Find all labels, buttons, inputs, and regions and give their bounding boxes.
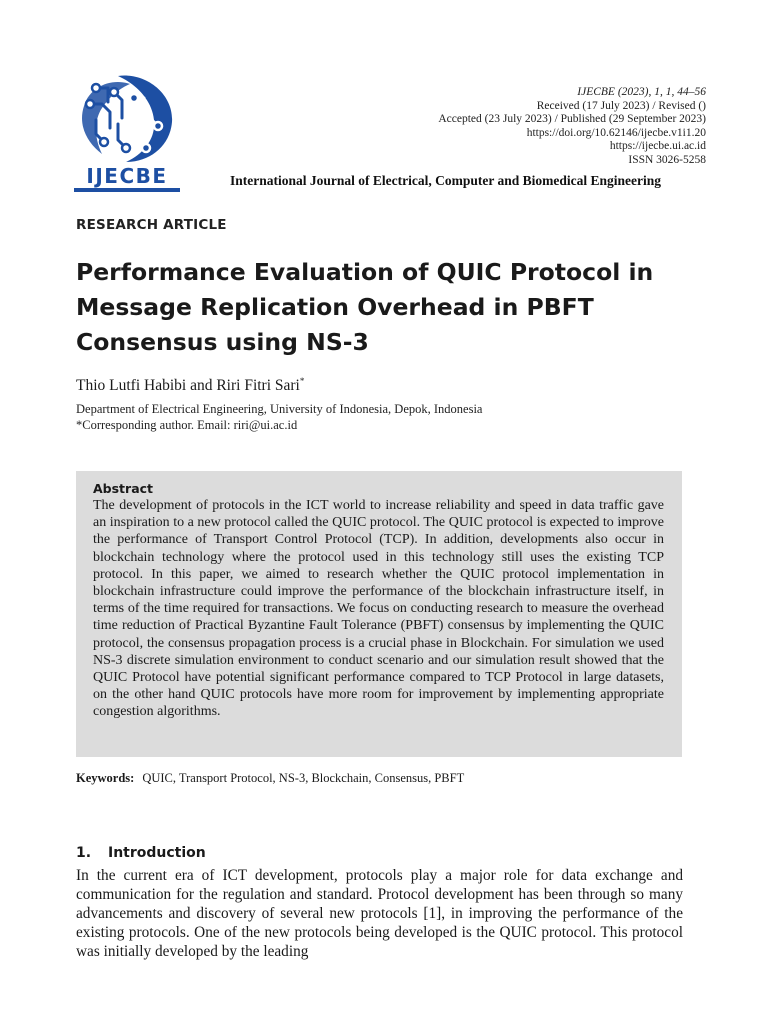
- paper-title: Performance Evaluation of QUIC Protocol in Message Replication Overhead in PBFT Consensus using NS-3: [76, 258, 654, 356]
- corresponding-mark: *: [299, 376, 305, 386]
- article-metadata: [286, 86, 706, 168]
- doi-link[interactable]: https://doi.org/10.62146/ijecbe.v1i1.20: [526, 126, 706, 139]
- keywords-label: Keywords:: [76, 771, 135, 785]
- journal-url-link[interactable]: https://ijecbe.ui.ac.id: [609, 140, 706, 153]
- journal-logo: [74, 68, 180, 192]
- affiliation: Department of Electrical Engineering, University of Indonesia, Depok, Indonesia: [76, 402, 483, 416]
- section-heading: [76, 845, 206, 861]
- introduction-text: In the current era of ICT development, protocols play a major role for data exchange and communication for the regulation and standard. Protocol development has been through so many advancements and discovery of several new protocols [1], in improving the performance of the existing protocols. One of the new protocols being developed is the QUIC protocol. This protocol was initially developed by the leading: [76, 867, 683, 960]
- author-names: Thio Lutfi Habibi and Riri Fitri Sari: [76, 377, 300, 395]
- author-line: [76, 376, 304, 395]
- section-title: Introduction: [108, 845, 206, 861]
- journal-name: International Journal of Electrical, Computer and Biomedical Engineering: [230, 173, 661, 188]
- affiliation-block: [76, 402, 482, 433]
- citation-line: IJECBE (2023), 1, 1, 44–56: [577, 86, 706, 98]
- article-type: RESEARCH ARTICLE: [76, 217, 227, 233]
- abstract-box: [76, 471, 682, 757]
- corresponding-author: *Corresponding author. Email: riri@ui.ac.id: [76, 417, 298, 432]
- circuit-logo-icon: [74, 68, 180, 168]
- abstract-text: The development of protocols in the ICT world to increase reliability and speed in data traffic gave an inspiration to a new protocol called the QUIC protocol. The QUIC protocol is expected to improve the performance of Transport Control Protocol (TCP). In addition, developments also occur in blockchain technology where the protocol used in this technology still uses the existing TCP protocol. In this paper, we aimed to research whether the QUIC protocol implementation in blockchain infrastructure could improve the performance of the blockchain infrastructure itself, in terms of the time required for transactions. We focus on conducting research to measure the overhead time reduction of Practical Byzantine Fault Tolerance (PBFT) consensus by implementing the QUIC protocol, the consensus propagation process is a crucial phase in Blockchain. For simulation we used NS-3 discrete simulation environment to conduct scenario and our simulation result showed that the QUIC Protocol have potential significant performance compared to TCP Protocol in large datasets, on the other hand QUIC protocols have more room for improvement by implementing appropriate congestion algorithms.: [93, 498, 664, 720]
- keywords-value: QUIC, Transport Protocol, NS-3, Blockchain, Consensus, PBFT: [142, 771, 465, 785]
- logo-underline: [74, 188, 180, 192]
- section-number: 1.: [76, 845, 92, 861]
- logo-wordmark: IJECBE: [86, 164, 168, 188]
- issn-line: ISSN 3026-5258: [628, 153, 706, 166]
- accepted-line: Accepted (23 July 2023) / Published (29 September 2023): [438, 113, 706, 126]
- keywords-line: [76, 771, 464, 786]
- abstract-heading: Abstract: [93, 481, 154, 496]
- received-line: Received (17 July 2023) / Revised (): [536, 99, 706, 112]
